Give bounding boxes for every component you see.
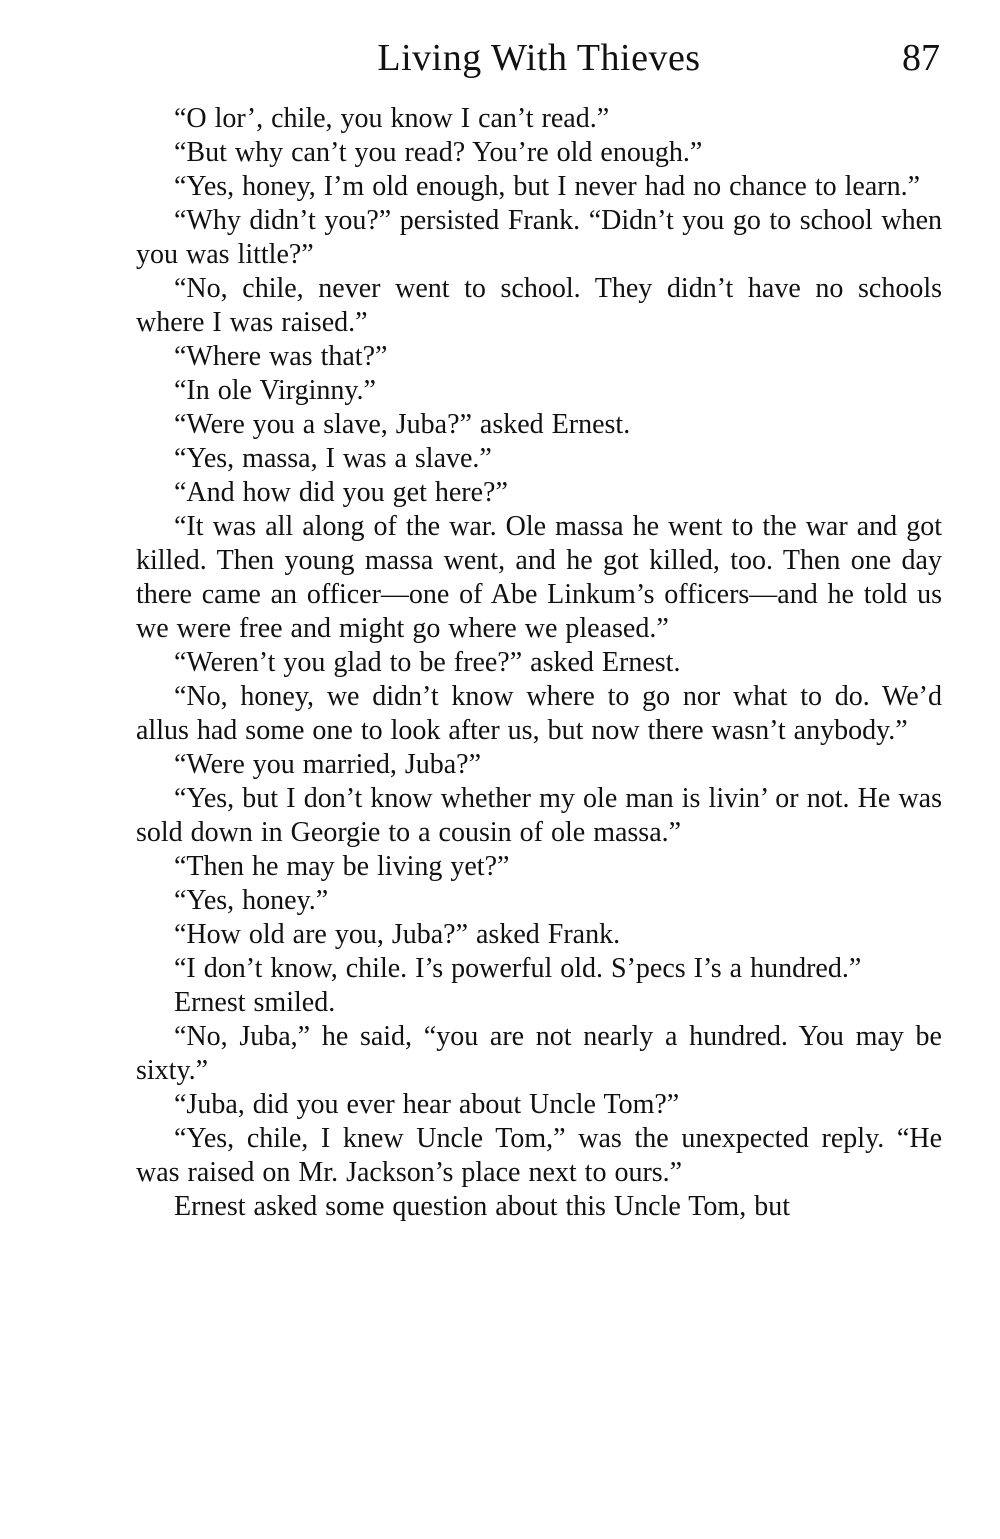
paragraph: “Yes, honey.” [174,885,329,916]
paragraph: “No, Juba,” he said, “you are not nearly a hundred. You may be sixty.” [136,1021,942,1086]
paragraph: “Juba, did you ever hear about Uncle Tom?” [174,1089,680,1120]
paragraph: Ernest smiled. [174,987,336,1018]
paragraph: “Why didn’t you?” persisted Frank. “Didn’t you go to school when you was little?” [136,205,942,270]
paragraph: “Were you married, Juba?” [174,749,482,780]
paragraph: “Where was that?” [174,341,388,372]
paragraph: “I don’t know, chile. I’s powerful old. S’pecs I’s a hundred.” [174,953,862,984]
paragraph: “Were you a slave, Juba?” asked Ernest. [174,409,631,440]
page-header [136,36,942,100]
paragraph: “And how did you get here?” [174,477,508,508]
body-text [136,102,942,1224]
paragraph: “O lor’, chile, you know I can’t read.” [174,103,610,134]
paragraph: “But why can’t you read? You’re old enough.” [174,137,703,168]
paragraph: “In ole Virginny.” [174,375,376,406]
page-number: 87 [902,37,940,79]
paragraph: “Yes, chile, I knew Uncle Tom,” was the unexpected reply. “He was raised on Mr. Jackson’s place next to ours.” [136,1123,942,1188]
paragraph: “No, chile, never went to school. They didn’t have no schools where I was raised.” [136,273,942,338]
paragraph: “No, honey, we didn’t know where to go nor what to do. We’d allus had some one to look after us, but now there wasn’t anybody.” [136,681,942,746]
paragraph: “It was all along of the war. Ole massa he went to the war and got killed. Then young massa went, and he got killed, too. Then one day there came an officer—one of Abe Linkum’s officers—and he told us we were free and might go where we pleased.” [136,511,942,644]
paragraph: “How old are you, Juba?” asked Frank. [174,919,621,950]
paragraph: “Weren’t you glad to be free?” asked Ernest. [174,647,681,678]
paragraph: “Then he may be living yet?” [174,851,510,882]
book-page [136,36,942,1224]
running-title: Living With Thieves [377,37,701,79]
paragraph: Ernest asked some question about this Uncle Tom, but [174,1191,790,1222]
paragraph: “Yes, but I don’t know whether my ole man is livin’ or not. He was sold down in Georgie to a cousin of ole massa.” [136,783,942,848]
paragraph: “Yes, honey, I’m old enough, but I never had no chance to learn.” [174,171,921,202]
paragraph: “Yes, massa, I was a slave.” [174,443,492,474]
